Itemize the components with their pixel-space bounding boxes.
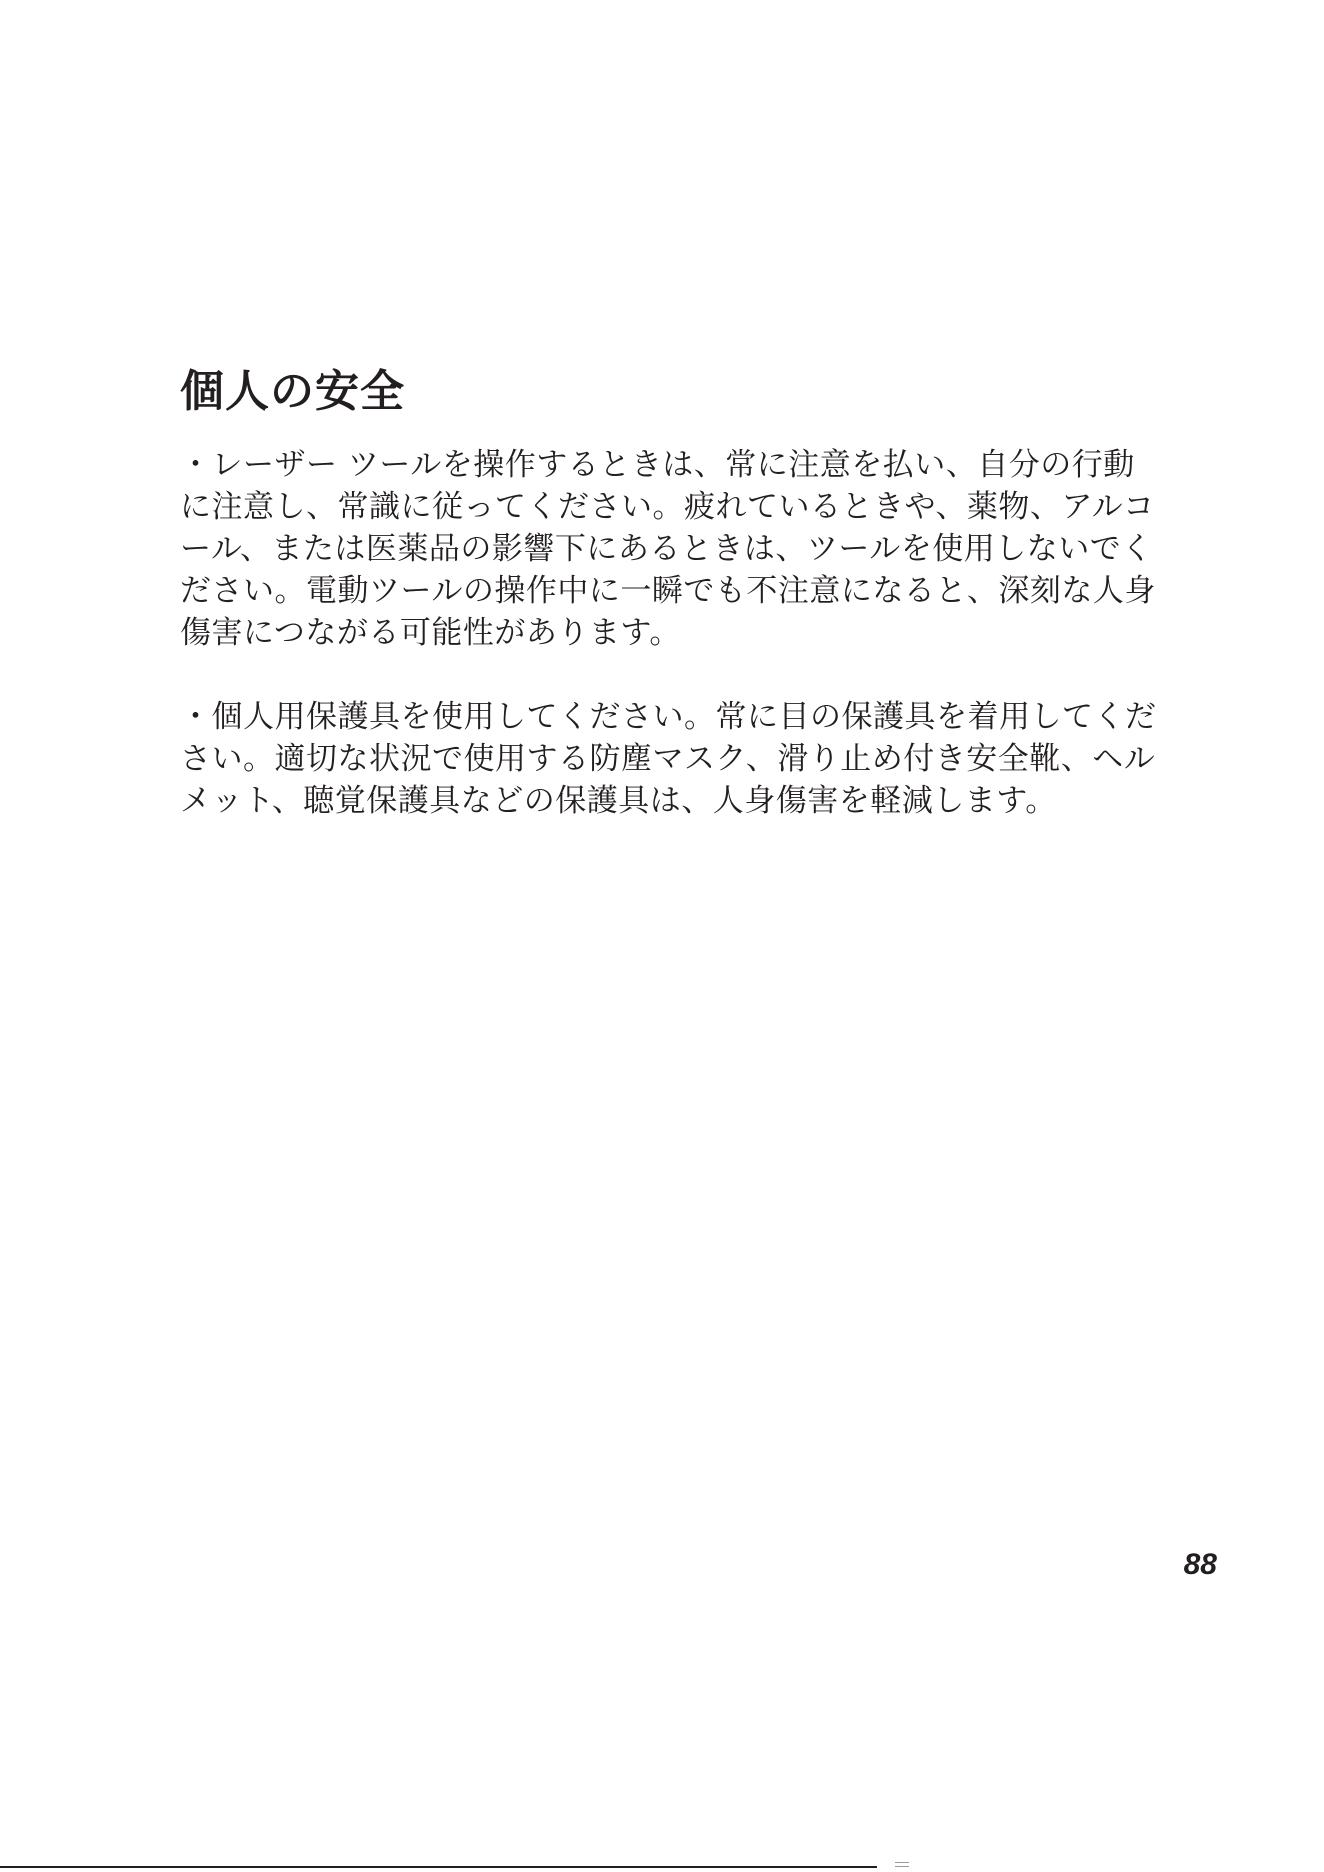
bottom-rule: [0, 1866, 877, 1868]
paragraph-spacer: [180, 654, 1160, 696]
section-title: 個人の安全: [180, 366, 405, 417]
safety-instructions: [180, 444, 1160, 822]
crop-mark: [895, 1862, 909, 1867]
bullet-protective-equipment: ・個人用保護具を使用してください。常に目の保護具を着用してください。適切な状況で使用する防塵マスク、滑り止め付き安全靴、ヘルメット、聴覚保護具などの保護具は、人身傷害を軽減します。: [180, 699, 1157, 819]
bullet-laser-tool-attention: ・レーザー ツールを操作するときは、常に注意を払い、自分の行動に注意し、常識に従ってください。疲れているときや、薬物、アルコール、または医薬品の影響下にあるときは、ツールを使用しないでください。電動ツールの操作中に一瞬でも不注意になると、深刻な人身傷害につながる可能性があります。: [180, 447, 1156, 651]
page-number: 88: [1183, 1548, 1217, 1581]
